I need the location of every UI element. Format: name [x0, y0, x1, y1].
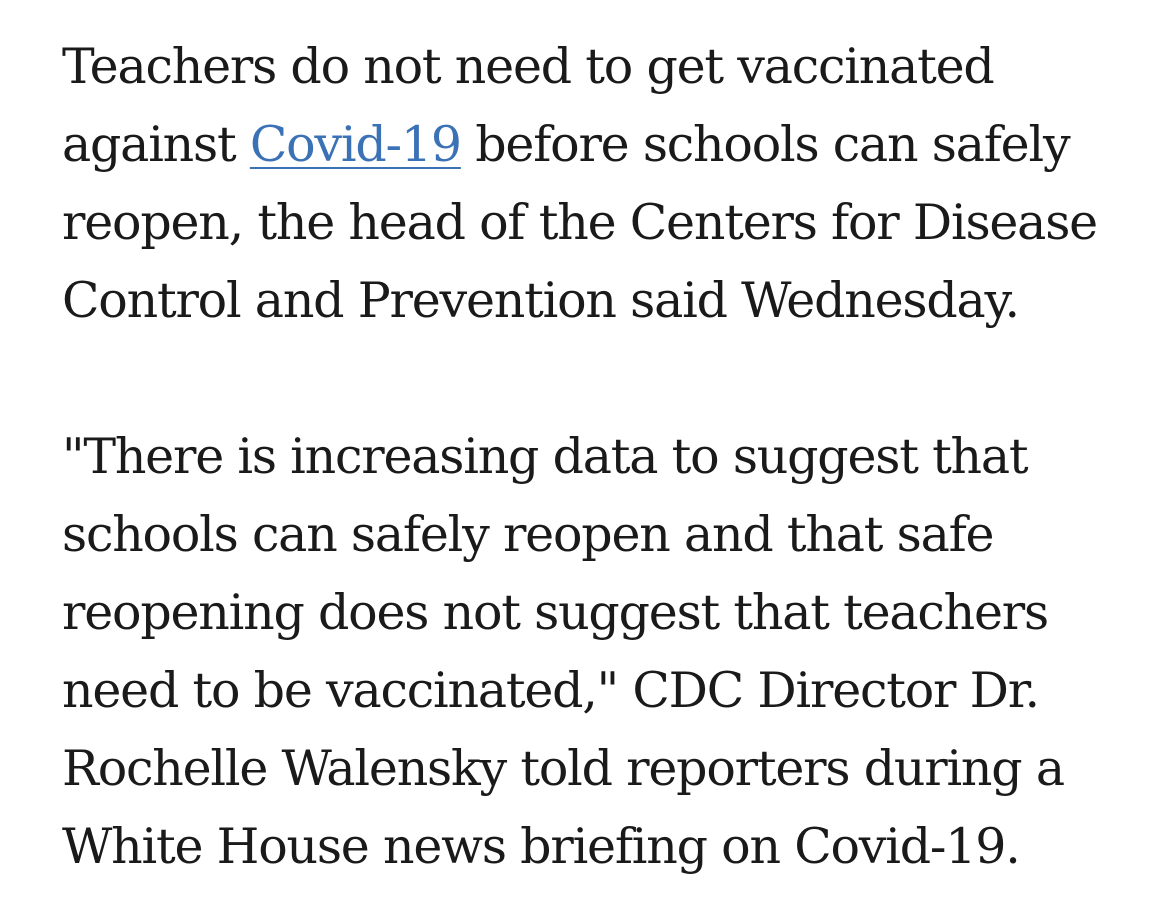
paragraph-1-text-before-link: Teachers do not need to get vaccinated against — [62, 38, 994, 173]
article-body — [62, 28, 1152, 886]
article-paragraph-1 — [62, 28, 1152, 340]
paragraph-1-text-after-link: before schools can safely reopen, the head of the Centers for Disease Control and Prevention said Wednesday. — [62, 116, 1097, 329]
covid-19-link[interactable]: Covid-19 — [249, 116, 461, 173]
article-paragraph-2-quote: "There is increasing data to suggest that schools can safely reopen and that safe reopening does not suggest that teachers need to be vaccinated," CDC Director Dr. Rochelle Walensky told reporters during a White House news briefing on Covid-19. — [62, 428, 1064, 875]
